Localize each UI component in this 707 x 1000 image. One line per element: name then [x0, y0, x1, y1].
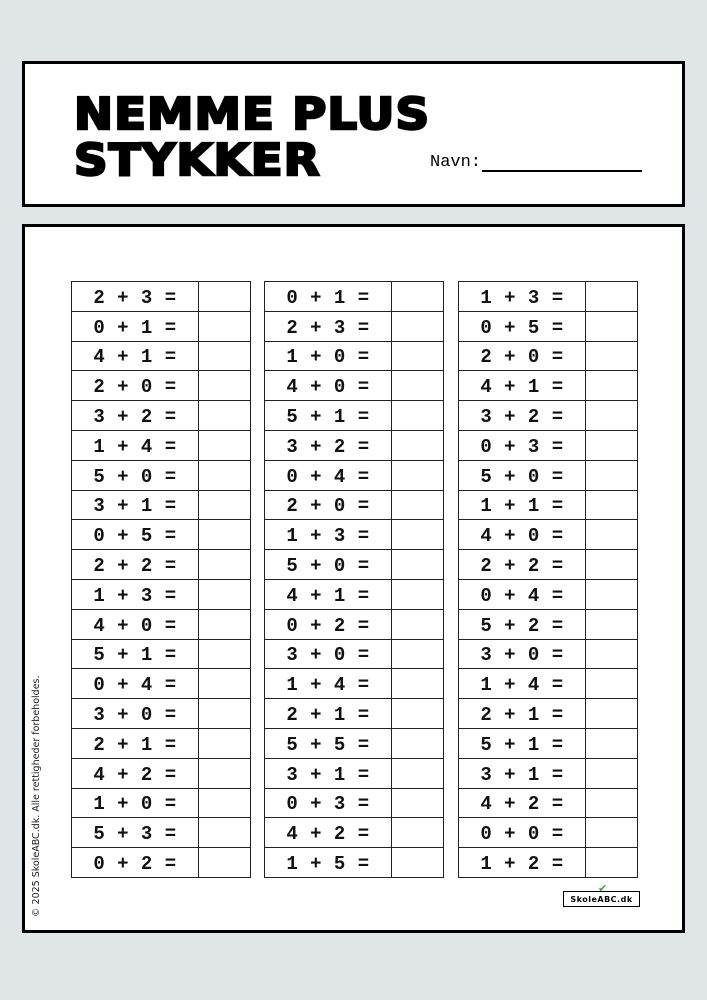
answer-box[interactable] — [199, 848, 250, 877]
answer-box[interactable] — [392, 759, 443, 788]
problem-row — [265, 818, 443, 848]
problem-row — [265, 699, 443, 729]
problem-text: 3 + 0 = — [459, 640, 586, 669]
answer-box[interactable] — [199, 461, 250, 490]
problem-row — [265, 491, 443, 521]
problem-text: 5 + 1 = — [459, 729, 586, 758]
problem-text: 1 + 4 = — [265, 669, 392, 698]
problem-row — [459, 431, 637, 461]
answer-box[interactable] — [586, 520, 637, 549]
problem-text: 2 + 3 = — [265, 312, 392, 341]
problem-row — [72, 550, 250, 580]
answer-box[interactable] — [199, 550, 250, 579]
problem-text: 5 + 0 = — [265, 550, 392, 579]
answer-box[interactable] — [199, 282, 250, 311]
problem-text: 0 + 5 = — [459, 312, 586, 341]
answer-box[interactable] — [392, 610, 443, 639]
problem-text: 4 + 0 = — [72, 610, 199, 639]
problem-text: 3 + 0 = — [265, 640, 392, 669]
problem-text: 3 + 2 = — [72, 401, 199, 430]
problem-row — [265, 461, 443, 491]
answer-box[interactable] — [586, 431, 637, 460]
problem-row — [459, 640, 637, 670]
answer-box[interactable] — [199, 580, 250, 609]
problem-row — [72, 342, 250, 372]
problem-text: 1 + 1 = — [459, 491, 586, 520]
answer-box[interactable] — [199, 699, 250, 728]
problem-text: 2 + 1 = — [72, 729, 199, 758]
answer-box[interactable] — [392, 282, 443, 311]
title-line-2: STYKKER — [74, 135, 321, 186]
answer-box[interactable] — [586, 610, 637, 639]
problem-text: 4 + 2 = — [265, 818, 392, 847]
problem-row — [265, 520, 443, 550]
answer-box[interactable] — [586, 789, 637, 818]
skoleabc-logo — [563, 882, 640, 907]
problem-text: 3 + 2 = — [459, 401, 586, 430]
problem-text: 2 + 0 = — [459, 342, 586, 371]
problem-row — [265, 312, 443, 342]
answer-box[interactable] — [392, 312, 443, 341]
answer-box[interactable] — [392, 491, 443, 520]
answer-box[interactable] — [199, 401, 250, 430]
answer-box[interactable] — [199, 789, 250, 818]
answer-box[interactable] — [392, 431, 443, 460]
problem-text: 0 + 4 = — [459, 580, 586, 609]
answer-box[interactable] — [392, 550, 443, 579]
problem-row — [265, 342, 443, 372]
title-line-1: NEMME PLUS — [74, 89, 431, 140]
problem-row — [72, 848, 250, 878]
problem-row — [459, 312, 637, 342]
problem-row — [459, 580, 637, 610]
problem-text: 5 + 1 = — [72, 640, 199, 669]
answer-box[interactable] — [392, 818, 443, 847]
problem-text: 0 + 4 = — [72, 669, 199, 698]
problem-row — [459, 699, 637, 729]
answer-box[interactable] — [392, 848, 443, 877]
problem-text: 1 + 3 = — [459, 282, 586, 311]
answer-box[interactable] — [586, 848, 637, 877]
problem-text: 1 + 0 = — [265, 342, 392, 371]
problem-text: 0 + 3 = — [265, 789, 392, 818]
problem-text: 2 + 1 = — [459, 699, 586, 728]
answer-box[interactable] — [199, 312, 250, 341]
problem-text: 0 + 3 = — [459, 431, 586, 460]
problem-text: 2 + 1 = — [265, 699, 392, 728]
problem-row — [265, 371, 443, 401]
answer-box[interactable] — [199, 610, 250, 639]
problem-text: 4 + 1 = — [265, 580, 392, 609]
problem-row — [72, 729, 250, 759]
problem-text: 5 + 3 = — [72, 818, 199, 847]
problem-row — [72, 401, 250, 431]
problem-row — [72, 312, 250, 342]
problem-text: 5 + 5 = — [265, 729, 392, 758]
answer-box[interactable] — [586, 550, 637, 579]
answer-box[interactable] — [392, 789, 443, 818]
problem-row — [459, 669, 637, 699]
answer-box[interactable] — [586, 371, 637, 400]
problem-row — [72, 640, 250, 670]
problem-text: 4 + 1 = — [72, 342, 199, 371]
problem-text: 4 + 0 = — [265, 371, 392, 400]
answer-box[interactable] — [586, 729, 637, 758]
answer-box[interactable] — [392, 520, 443, 549]
problem-row — [72, 520, 250, 550]
answer-box[interactable] — [392, 699, 443, 728]
answer-box[interactable] — [199, 818, 250, 847]
problem-text: 1 + 4 = — [72, 431, 199, 460]
answer-box[interactable] — [199, 520, 250, 549]
answer-box[interactable] — [392, 401, 443, 430]
problem-row — [265, 729, 443, 759]
problem-text: 1 + 3 = — [72, 580, 199, 609]
problem-text: 4 + 2 = — [72, 759, 199, 788]
problem-row — [265, 669, 443, 699]
name-input-line[interactable] — [482, 150, 642, 172]
logo-text: SkoleABC.dk — [570, 894, 633, 904]
problem-text: 5 + 1 = — [265, 401, 392, 430]
problem-row — [459, 818, 637, 848]
problem-row — [265, 431, 443, 461]
answer-box[interactable] — [392, 580, 443, 609]
problem-text: 0 + 1 = — [72, 312, 199, 341]
problem-text: 5 + 0 = — [459, 461, 586, 490]
problem-row — [459, 491, 637, 521]
problem-text: 0 + 0 = — [459, 818, 586, 847]
problem-text: 2 + 2 = — [72, 550, 199, 579]
page-title — [74, 89, 431, 186]
answer-box[interactable] — [199, 640, 250, 669]
problem-row — [72, 371, 250, 401]
name-label: Navn: — [430, 153, 482, 172]
problem-row — [265, 610, 443, 640]
problem-row — [265, 550, 443, 580]
problem-row — [459, 282, 637, 312]
answer-box[interactable] — [392, 640, 443, 669]
problem-row — [459, 342, 637, 372]
answer-box[interactable] — [199, 371, 250, 400]
name-field[interactable] — [430, 150, 642, 172]
problem-text: 0 + 1 = — [265, 282, 392, 311]
problem-row — [459, 729, 637, 759]
problem-text: 1 + 4 = — [459, 669, 586, 698]
problem-row — [72, 431, 250, 461]
problem-text: 3 + 1 = — [459, 759, 586, 788]
problem-row — [265, 759, 443, 789]
problem-text: 2 + 0 = — [72, 371, 199, 400]
problem-row — [72, 461, 250, 491]
answer-box[interactable] — [392, 342, 443, 371]
problem-text: 4 + 2 = — [459, 789, 586, 818]
answer-box[interactable] — [199, 729, 250, 758]
answer-box[interactable] — [586, 640, 637, 669]
answer-box[interactable] — [199, 342, 250, 371]
problem-row — [72, 669, 250, 699]
answer-box[interactable] — [199, 759, 250, 788]
problem-text: 1 + 3 = — [265, 520, 392, 549]
problem-row — [459, 848, 637, 878]
problem-row — [265, 848, 443, 878]
answer-box[interactable] — [392, 729, 443, 758]
checkmark-icon: ✔ — [598, 882, 608, 895]
answer-box[interactable] — [586, 401, 637, 430]
problem-row — [459, 371, 637, 401]
problem-row — [72, 580, 250, 610]
problem-text: 1 + 0 = — [72, 789, 199, 818]
problem-column-3 — [458, 281, 638, 878]
answer-box[interactable] — [586, 759, 637, 788]
problem-row — [459, 789, 637, 819]
problem-text: 0 + 4 = — [265, 461, 392, 490]
problem-text: 3 + 1 = — [72, 491, 199, 520]
problem-row — [265, 640, 443, 670]
header-box — [22, 61, 685, 207]
problem-row — [459, 401, 637, 431]
answer-box[interactable] — [586, 461, 637, 490]
problem-text: 4 + 0 = — [459, 520, 586, 549]
problem-row — [459, 550, 637, 580]
problem-column-2 — [264, 281, 444, 878]
problem-text: 4 + 1 = — [459, 371, 586, 400]
problem-text: 1 + 5 = — [265, 848, 392, 877]
problem-row — [265, 580, 443, 610]
answer-box[interactable] — [586, 580, 637, 609]
problem-text: 5 + 2 = — [459, 610, 586, 639]
problem-text: 0 + 2 = — [72, 848, 199, 877]
problem-text: 0 + 5 = — [72, 520, 199, 549]
problem-text: 1 + 2 = — [459, 848, 586, 877]
problem-row — [459, 759, 637, 789]
worksheet-box — [22, 224, 685, 933]
answer-box[interactable] — [392, 461, 443, 490]
problem-text: 3 + 2 = — [265, 431, 392, 460]
answer-box[interactable] — [199, 669, 250, 698]
answer-box[interactable] — [586, 491, 637, 520]
problem-row — [459, 520, 637, 550]
answer-box[interactable] — [586, 342, 637, 371]
problem-row — [459, 461, 637, 491]
problem-text: 5 + 0 = — [72, 461, 199, 490]
problem-text: 2 + 0 = — [265, 491, 392, 520]
problem-row — [265, 282, 443, 312]
problem-text: 0 + 2 = — [265, 610, 392, 639]
answer-box[interactable] — [586, 818, 637, 847]
problem-row — [265, 789, 443, 819]
answer-box[interactable] — [392, 669, 443, 698]
problem-row — [72, 818, 250, 848]
problem-row — [72, 759, 250, 789]
problem-row — [265, 401, 443, 431]
answer-box[interactable] — [586, 699, 637, 728]
answer-box[interactable] — [586, 312, 637, 341]
copyright-text: © 2025 SkoleABC.dk. Alle rettigheder forbeholdes. — [31, 675, 42, 917]
problem-text: 2 + 2 = — [459, 550, 586, 579]
problem-row — [72, 789, 250, 819]
answer-box[interactable] — [586, 669, 637, 698]
problem-row — [72, 699, 250, 729]
answer-box[interactable] — [199, 491, 250, 520]
problem-row — [72, 491, 250, 521]
problem-column-1 — [71, 281, 251, 878]
problem-row — [459, 610, 637, 640]
answer-box[interactable] — [392, 371, 443, 400]
answer-box[interactable] — [199, 431, 250, 460]
answer-box[interactable] — [586, 282, 637, 311]
problem-text: 2 + 3 = — [72, 282, 199, 311]
problem-text: 3 + 0 = — [72, 699, 199, 728]
problem-text: 3 + 1 = — [265, 759, 392, 788]
problem-row — [72, 282, 250, 312]
problem-row — [72, 610, 250, 640]
